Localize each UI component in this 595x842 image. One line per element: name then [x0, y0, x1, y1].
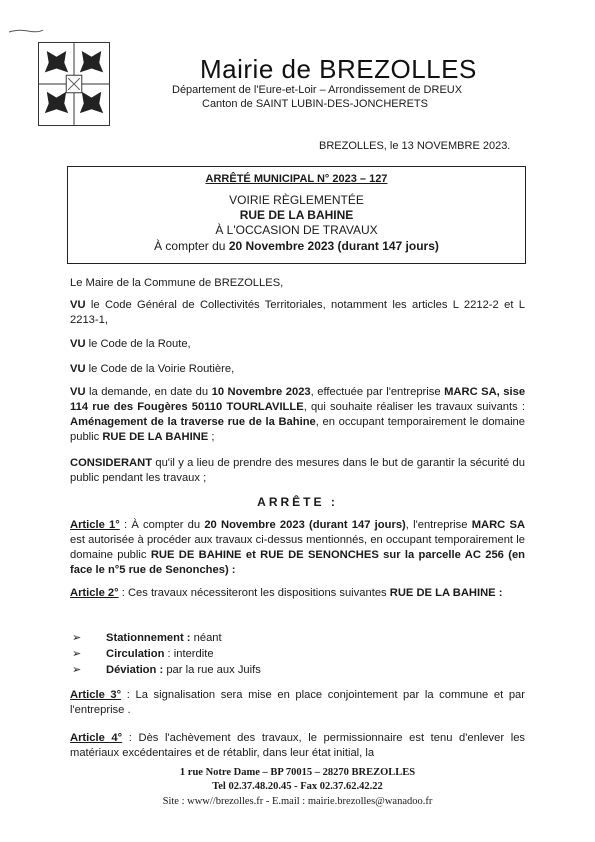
list-item: ➢ Stationnement : néant	[72, 632, 222, 644]
list-item: ➢ Déviation : par la rue aux Juifs	[72, 664, 261, 676]
canton-line: Canton de SAINT LUBIN-DES-JONCHERETS	[202, 98, 428, 110]
box-line-2: RUE DE LA BAHINE	[239, 208, 354, 222]
arrow-bullet-icon: ➢	[72, 632, 82, 644]
article-4: Article 4° : Dès l'achèvement des travaux, le permissionnaire est tenu d'enlever les matériaux excédentaires et de rétablir, dans leur état initial, la	[70, 732, 526, 759]
box-line-3: À L'OCCASION DE TRAVAUX	[215, 223, 378, 237]
department-line: Département de l'Eure-et-Loir – Arrondissement de DREUX	[172, 84, 463, 96]
decree-title-box	[67, 166, 526, 264]
arrow-bullet-icon: ➢	[72, 664, 82, 676]
page-title: Mairie de BREZOLLES	[200, 54, 477, 84]
coat-of-arms-icon	[38, 42, 110, 126]
measures-list	[72, 630, 261, 678]
document-date: BREZOLLES, le 13 NOVEMBRE 2023.	[319, 140, 511, 152]
article-2: Article 2° : Ces travaux nécessiteront les dispositions suivantes RUE DE LA BAHINE :	[70, 587, 503, 599]
footer-web: Site : www//brezolles.fr - E.mail : mairie.brezolles@wanadoo.fr	[162, 796, 433, 807]
article-3: Article 3° : La signalisation sera mise en place conjointement par la commune et par l'entreprise .	[70, 689, 526, 716]
considerant-paragraph: CONSIDERANT qu'il y a lieu de prendre des mesures dans le but de garantir la sécurité du public pendant les travaux ;	[70, 457, 525, 484]
footer-phone: Tel 02.37.48.20.45 - Fax 02.37.62.42.22	[212, 781, 383, 792]
vu-paragraph-2: VU le Code de la Route,	[70, 338, 191, 350]
decree-number: ARRÊTÉ MUNICIPAL N° 2023 – 127	[205, 173, 388, 185]
arrow-bullet-icon: ➢	[72, 648, 82, 660]
footer-address: 1 rue Notre Dame – BP 70015 – 28270 BREZOLLES	[179, 767, 416, 778]
vu-paragraph-1: VU le Code Général de Collectivités Territoriales, notamment les articles L 2212-2 et L 2213-1,	[70, 299, 525, 326]
article-1: Article 1° : À compter du 20 Novembre 2023 (durant 147 jours), l'entreprise MARC SA est autorisée à procéder aux travaux ci-dessus mentionnés, en occupant temporairement le domaine public RUE DE BAHINE et RUE DE SENONCHES sur la parcelle AC 256 (en face le n°5 rue de Senonches) :	[70, 519, 526, 576]
intro-paragraph: Le Maire de la Commune de BREZOLLES,	[70, 277, 284, 289]
vu-paragraph-3: VU le Code de la Voirie Routière,	[70, 363, 235, 375]
vu-paragraph-4: VU la demande, en date du 10 Novembre 2023, effectuée par l'entreprise MARC SA, sise 114 rue des Fougères 50110 TOURLAVILLE, qui souhaite réaliser les travaux suivants : Aménagement de la traverse rue de la Bahine, en occupant temporairement le domaine public RUE DE LA BAHINE ;	[70, 386, 526, 443]
list-item: ➢ Circulation : interdite	[72, 648, 214, 660]
margin-scribble	[8, 28, 44, 34]
box-line-1: VOIRIE RÈGLEMENTÉE	[229, 193, 364, 207]
arrete-heading: ARRÊTE :	[257, 495, 338, 509]
box-line-4: À compter du 20 Novembre 2023 (durant 147 jours)	[154, 239, 439, 253]
